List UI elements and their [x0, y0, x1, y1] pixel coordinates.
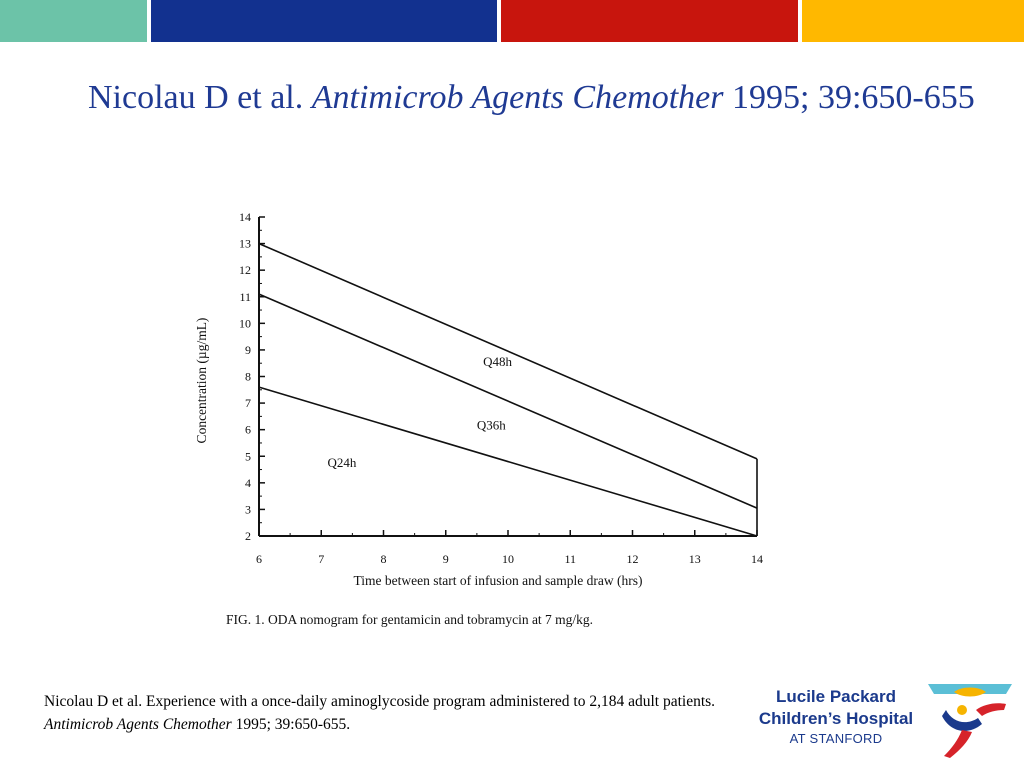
- series-line-q48h: [259, 244, 757, 459]
- y-tick-label: 3: [245, 502, 251, 517]
- x-tick-label: 14: [751, 552, 763, 566]
- y-tick-label: 14: [239, 210, 251, 224]
- y-tick-label: 9: [245, 342, 251, 357]
- logo-figure-icon: [926, 680, 1014, 760]
- x-tick-label: 10: [502, 552, 514, 566]
- y-tick-label: 2: [245, 529, 251, 543]
- caption-journal: Antimicrob Agents Chemother: [44, 716, 232, 733]
- x-tick-label: 7: [318, 552, 325, 566]
- bar-segment-blue: [151, 0, 497, 42]
- bar-segment-yellow: [802, 0, 1024, 42]
- y-tick-label: 6: [245, 422, 251, 437]
- nomogram-chart: [180, 200, 780, 640]
- figure-caption: FIG. 1. ODA nomogram for gentamicin and tobramycin at 7 mg/kg.: [226, 612, 594, 627]
- caption-citation: 1995; 39:650-655.: [231, 716, 351, 733]
- y-tick-label: 10: [239, 316, 251, 331]
- x-tick-label: 12: [626, 552, 639, 566]
- x-tick-label: 13: [688, 552, 701, 566]
- logo-line-2: Children’s Hospital: [758, 709, 914, 728]
- region-label-q36h: Q36h: [476, 417, 506, 433]
- caption-text: Nicolau D et al. Experience with a once-daily aminoglycoside program administered to 2,184 adult patients.: [44, 693, 716, 710]
- caption: [44, 690, 764, 736]
- hospital-logo: [752, 680, 1014, 760]
- y-tick-label: 8: [245, 369, 251, 384]
- y-tick-label: 12: [239, 263, 251, 278]
- y-tick-label: 5: [245, 449, 251, 464]
- y-tick-label: 11: [239, 289, 251, 304]
- x-tick-label: 11: [564, 552, 577, 566]
- slide-title: [88, 76, 988, 120]
- y-tick-label: 4: [245, 475, 251, 490]
- x-tick-label: 9: [442, 552, 449, 566]
- title-journal: Antimicrob Agents Chemother: [311, 79, 724, 116]
- top-color-bar: [0, 0, 1024, 42]
- region-label-q24h: Q24h: [327, 454, 357, 470]
- x-tick-label: 6: [256, 552, 262, 566]
- x-tick-label: 8: [380, 552, 387, 566]
- series-line-q36h: [259, 294, 757, 508]
- title-author: Nicolau D et al.: [88, 79, 312, 116]
- bar-segment-teal: [0, 0, 147, 42]
- bar-segment-red: [501, 0, 798, 42]
- x-axis-title: Time between start of infusion and sample draw (hrs): [353, 573, 643, 588]
- title-citation: 1995; 39:650-655: [723, 79, 975, 116]
- logo-text: [752, 686, 920, 748]
- logo-line-1: Lucile Packard: [775, 687, 896, 706]
- y-tick-label: 13: [239, 236, 251, 251]
- logo-line-3: AT STANFORD: [789, 731, 883, 746]
- y-tick-label: 7: [245, 396, 251, 411]
- y-axis-title: Concentration (µg/mL): [194, 317, 209, 444]
- region-label-q48h: Q48h: [483, 353, 512, 369]
